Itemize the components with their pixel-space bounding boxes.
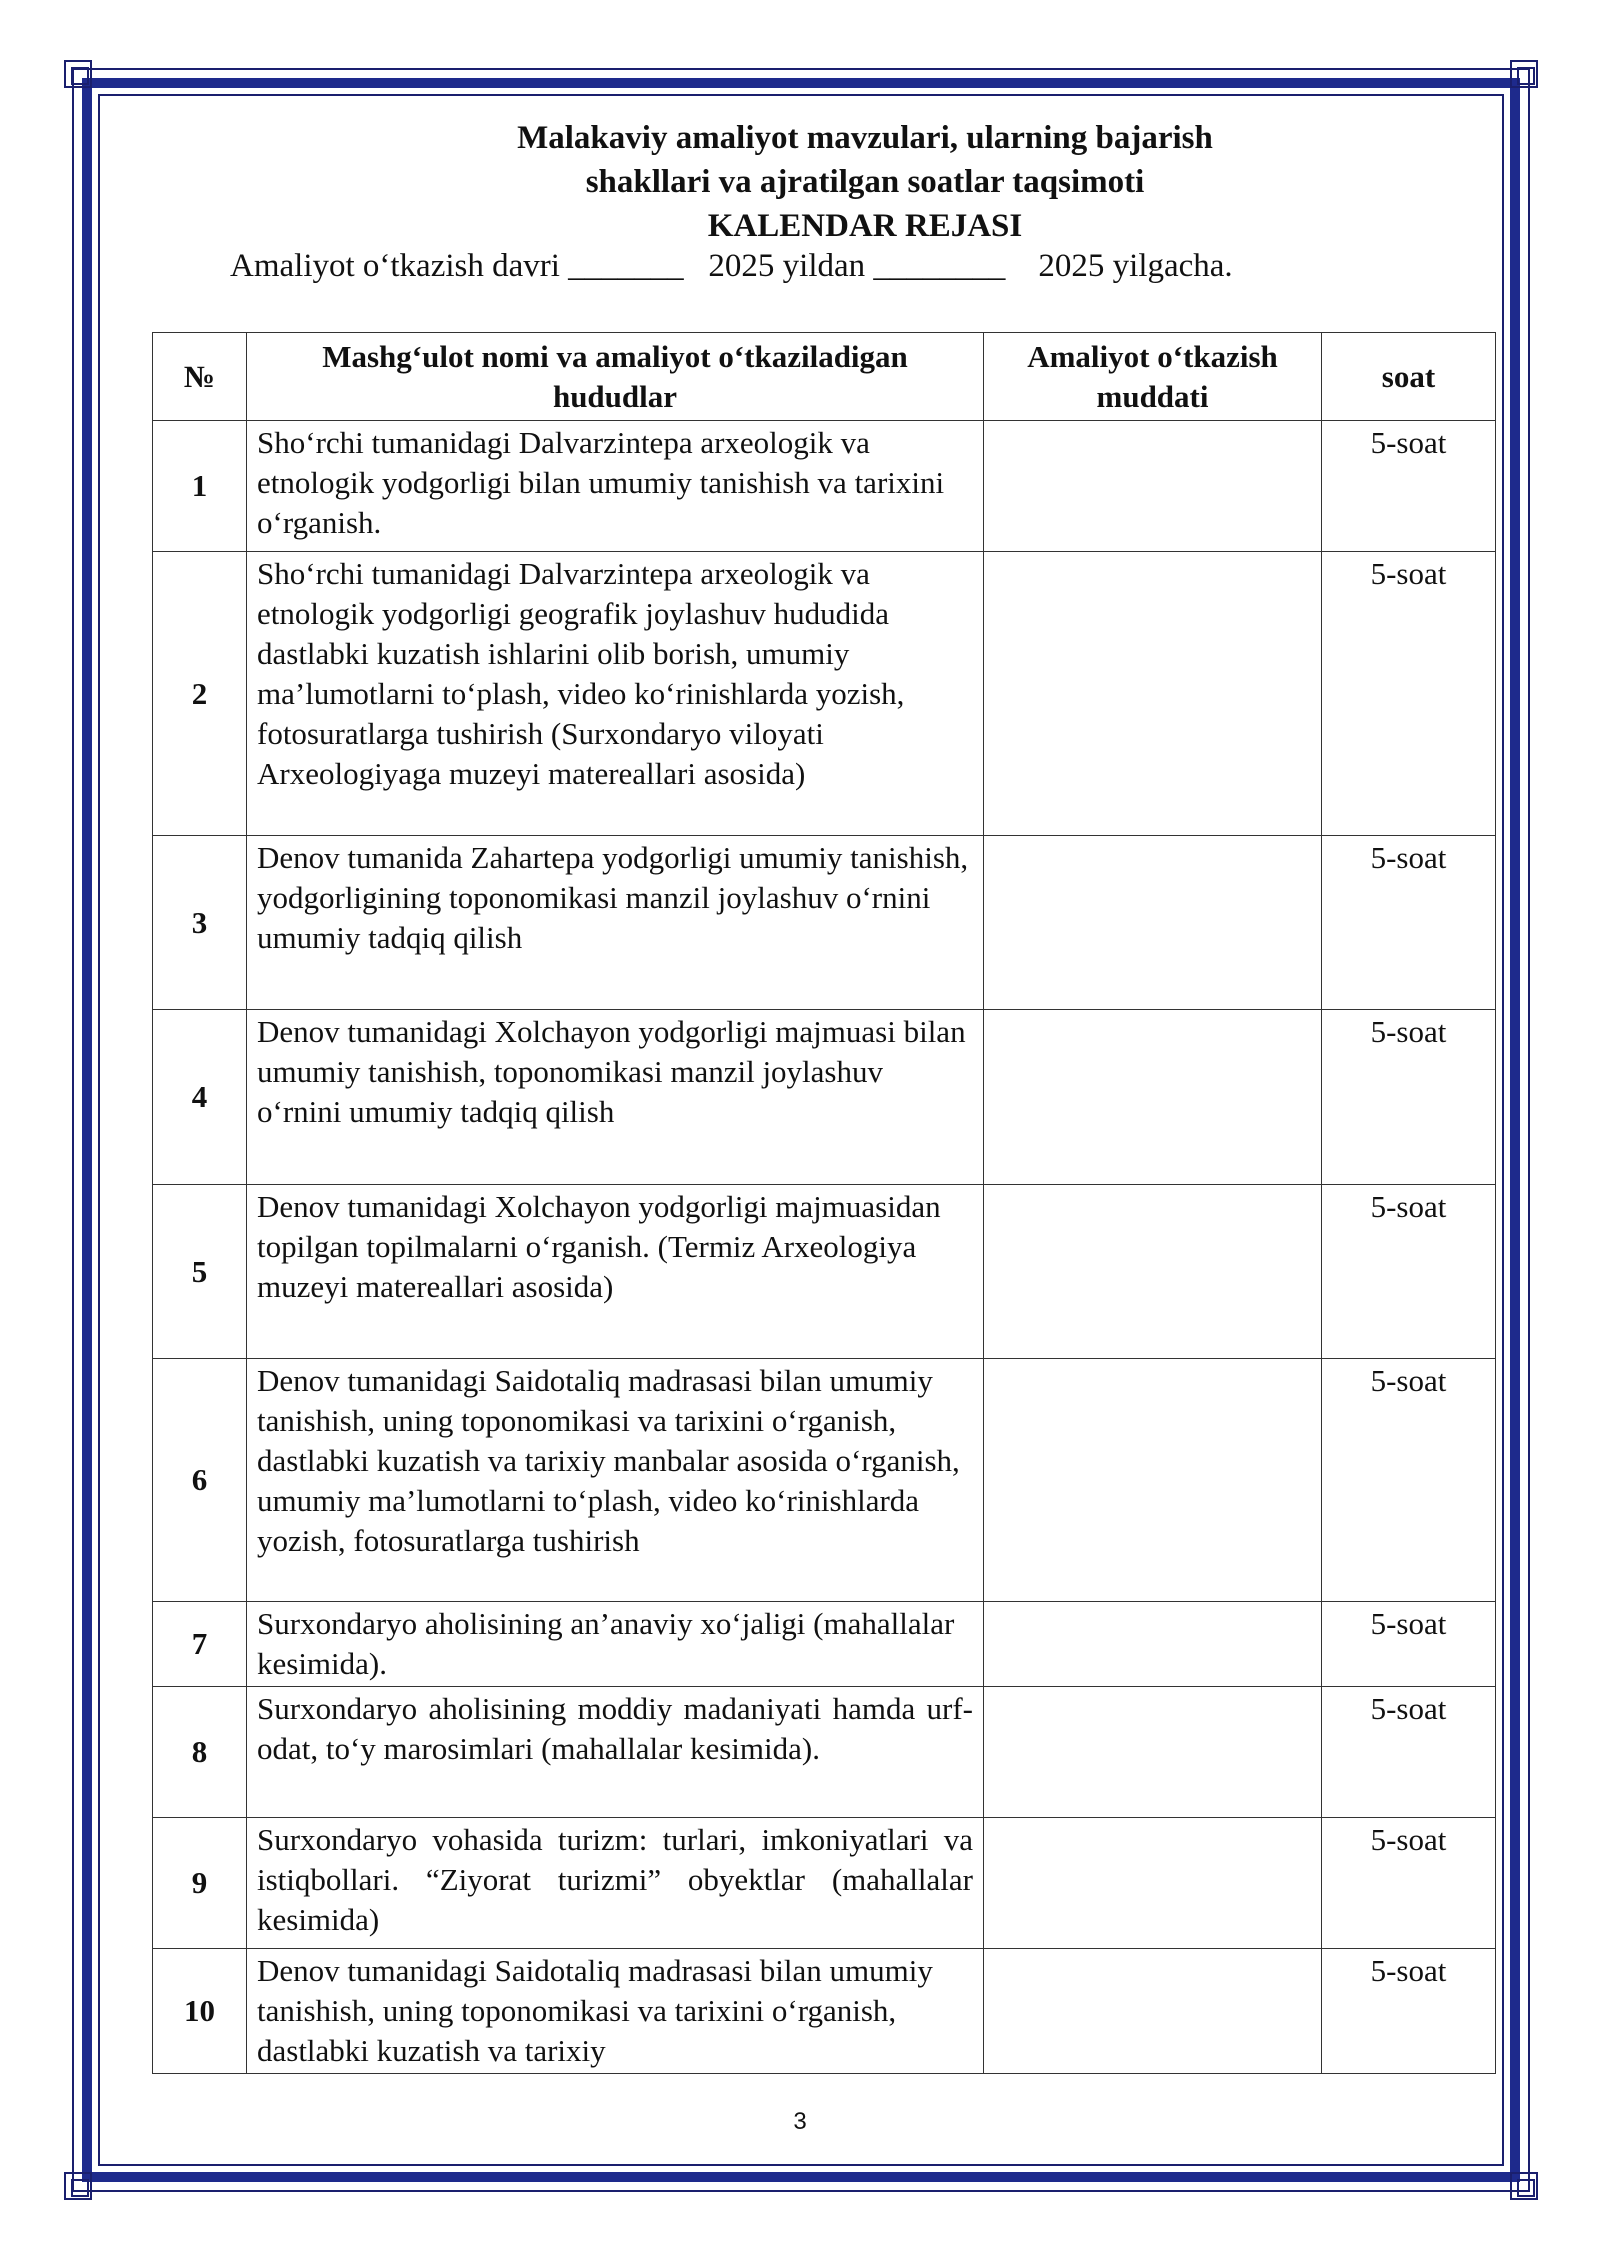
title-line-1: Malakaviy amaliyot mavzulari, ularning bajarish — [517, 120, 1213, 156]
table-row — [153, 1359, 1496, 1602]
row-hours: 5-soat — [1322, 1602, 1496, 1687]
table-header-row — [153, 333, 1496, 421]
row-hours: 5-soat — [1322, 1687, 1496, 1818]
title-line-2: shakllari va ajratilgan soatlar taqsimoti — [585, 164, 1145, 200]
row-number: 4 — [153, 1010, 247, 1185]
row-duration — [984, 1949, 1322, 2074]
header-session-name: Mashg‘ulot nomi va amaliyot o‘tkaziladigan hududlar — [247, 333, 984, 421]
row-number: 5 — [153, 1185, 247, 1359]
row-session-text: Denov tumanidagi Saidotaliq madrasasi bilan umumiy tanishish, uning toponomikasi va tarixini o‘rganish, dastlabki kuzatish va tarixiy manbalar asosida o‘rganish, umumiy ma’lumotlarni to‘plash, video ko‘rinishlarda yozish, fotosuratlarga tushirish — [247, 1359, 984, 1602]
row-hours: 5-soat — [1322, 1818, 1496, 1949]
row-session-text: Denov tumanidagi Xolchayon yodgorligi majmuasidan topilgan topilmalarni o‘rganish. (Termiz Arxeologiya muzeyi matereallari asosida) — [247, 1185, 984, 1359]
row-number: 6 — [153, 1359, 247, 1602]
row-number: 2 — [153, 552, 247, 836]
row-hours: 5-soat — [1322, 1949, 1496, 2074]
row-session-text: Surxondaryo aholisining an’anaviy xo‘jaligi (mahallalar kesimida). — [247, 1602, 984, 1687]
header-hours: soat — [1322, 333, 1496, 421]
calendar-plan-table — [152, 332, 1496, 2074]
row-number: 10 — [153, 1949, 247, 2074]
row-hours: 5-soat — [1322, 1185, 1496, 1359]
row-session-text: Denov tumanidagi Saidotaliq madrasasi bilan umumiy tanishish, uning toponomikasi va tarixini o‘rganish, dastlabki kuzatish va tarixiy — [247, 1949, 984, 2074]
practice-period-line: Amaliyot o‘tkazish davri _______ 2025 yildan ________ 2025 yilgacha. — [230, 248, 1233, 284]
row-duration — [984, 1010, 1322, 1185]
header-duration: Amaliyot o‘tkazish muddati — [984, 333, 1322, 421]
table-row — [153, 421, 1496, 552]
row-number: 1 — [153, 421, 247, 552]
row-hours: 5-soat — [1322, 1359, 1496, 1602]
row-hours: 5-soat — [1322, 836, 1496, 1010]
row-session-text: Surxondaryo vohasida turizm: turlari, imkoniyatlari va istiqbollari. “Ziyorat turizmi” obyektlar (mahallalar kesimida) — [247, 1818, 984, 1949]
row-session-text: Denov tumanidagi Xolchayon yodgorligi majmuasi bilan umumiy tanishish, toponomikasi manzil joylashuv o‘rnini umumiy tadqiq qilish — [247, 1010, 984, 1185]
row-number: 3 — [153, 836, 247, 1010]
corner-ornament — [64, 2172, 92, 2200]
table-row — [153, 836, 1496, 1010]
row-duration — [984, 1359, 1322, 1602]
table-row — [153, 1818, 1496, 1949]
row-duration — [984, 1818, 1322, 1949]
table-row — [153, 1185, 1496, 1359]
table-row — [153, 1687, 1496, 1818]
row-duration — [984, 421, 1322, 552]
row-duration — [984, 1687, 1322, 1818]
row-duration — [984, 1185, 1322, 1359]
row-hours: 5-soat — [1322, 552, 1496, 836]
table-row — [153, 1949, 1496, 2074]
row-hours: 5-soat — [1322, 1010, 1496, 1185]
row-duration — [984, 836, 1322, 1010]
row-session-text: Denov tumanida Zahartepa yodgorligi umumiy tanishish, yodgorligining toponomikasi manzil joylashuv o‘rnini umumiy tadqiq qilish — [247, 836, 984, 1010]
row-duration — [984, 552, 1322, 836]
corner-ornament — [64, 60, 92, 88]
page-number: 3 — [793, 2108, 807, 2135]
corner-ornament — [1510, 60, 1538, 88]
row-number: 8 — [153, 1687, 247, 1818]
row-session-text: Surxondaryo aholisining moddiy madaniyati hamda urf-odat, to‘y marosimlari (mahallalar kesimida). — [247, 1687, 984, 1818]
row-number: 7 — [153, 1602, 247, 1687]
table-row — [153, 1010, 1496, 1185]
row-hours: 5-soat — [1322, 421, 1496, 552]
row-session-text: Sho‘rchi tumanidagi Dalvarzintepa arxeologik va etnologik yodgorligi bilan umumiy tanishish va tarixini o‘rganish. — [247, 421, 984, 552]
corner-ornament — [1510, 2172, 1538, 2200]
table-row — [153, 1602, 1496, 1687]
table-row — [153, 552, 1496, 836]
title-line-3: KALENDAR REJASI — [707, 208, 1023, 244]
row-session-text: Sho‘rchi tumanidagi Dalvarzintepa arxeologik va etnologik yodgorligi geografik joylashuv hududida dastlabki kuzatish ishlarini olib borish, umumiy ma’lumotlarni to‘plash, video ko‘rinishlarda yozish, fotosuratlarga tushirish (Surxondaryo viloyati Arxeologiyaga muzeyi matereallari asosida) — [247, 552, 984, 836]
row-duration — [984, 1602, 1322, 1687]
header-number: № — [153, 333, 247, 421]
row-number: 9 — [153, 1818, 247, 1949]
